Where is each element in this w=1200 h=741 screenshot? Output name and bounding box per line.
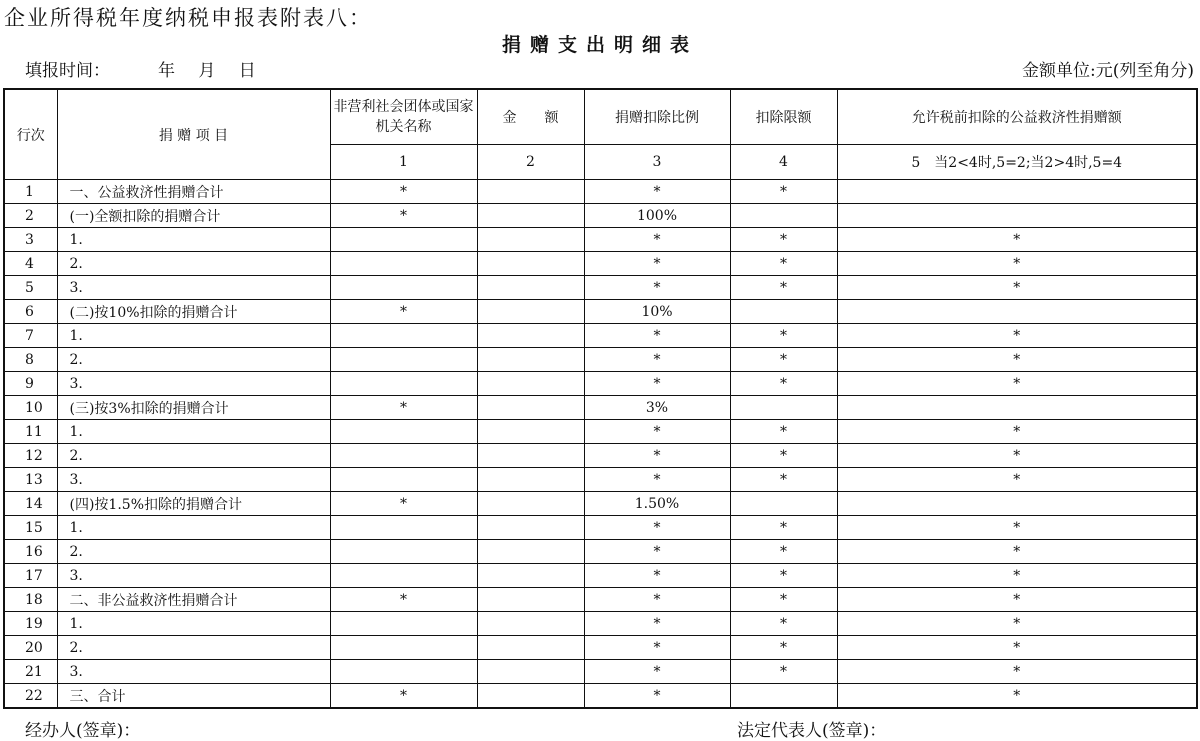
table-row [4,276,1197,300]
cell-deduction-limit [730,396,837,420]
header-deduction-limit: 扣除限额 [730,89,837,145]
cell-amount [477,348,584,372]
cell-amount [477,300,584,324]
cell-deduction-ratio: * [584,348,730,372]
header-amount: 金 额 [477,89,584,145]
cell-allowed-deduction: * [837,612,1197,636]
cell-item: 2. [57,636,330,660]
table-row [4,396,1197,420]
cell-org-name [330,468,477,492]
cell-deduction-ratio: 10% [584,300,730,324]
cell-org-name [330,252,477,276]
cell-allowed-deduction: * [837,252,1197,276]
cell-allowed-deduction: * [837,348,1197,372]
cell-org-name: * [330,492,477,516]
cell-deduction-ratio: * [584,276,730,300]
cell-amount [477,372,584,396]
cell-row-no: 4 [4,252,57,276]
cell-org-name [330,564,477,588]
col-number-4: 4 [730,145,837,180]
cell-deduction-limit: * [730,372,837,396]
cell-item: 3. [57,660,330,684]
cell-allowed-deduction [837,396,1197,420]
cell-org-name: * [330,684,477,709]
cell-amount [477,276,584,300]
cell-row-no: 14 [4,492,57,516]
header-item: 捐 赠 项 目 [57,89,330,180]
cell-deduction-limit: * [730,516,837,540]
cell-deduction-limit: * [730,180,837,204]
cell-org-name [330,276,477,300]
cell-deduction-ratio: * [584,612,730,636]
cell-deduction-limit [730,684,837,709]
cell-item: (一)全额扣除的捐赠合计 [57,204,330,228]
cell-org-name: * [330,204,477,228]
table-row [4,228,1197,252]
cell-item: 1. [57,420,330,444]
cell-row-no: 20 [4,636,57,660]
cell-amount [477,324,584,348]
cell-amount [477,516,584,540]
cell-row-no: 15 [4,516,57,540]
cell-row-no: 1 [4,180,57,204]
cell-allowed-deduction: * [837,324,1197,348]
cell-allowed-deduction: * [837,468,1197,492]
cell-org-name [330,636,477,660]
cell-row-no: 19 [4,612,57,636]
cell-amount [477,660,584,684]
table-row [4,540,1197,564]
cell-deduction-limit [730,300,837,324]
cell-allowed-deduction [837,492,1197,516]
cell-item: 1. [57,516,330,540]
cell-item: 1. [57,324,330,348]
cell-deduction-limit: * [730,564,837,588]
fill-time-date: 年 月 日 [158,61,256,81]
cell-deduction-limit: * [730,444,837,468]
cell-deduction-limit: * [730,420,837,444]
amount-unit-note: 金额单位:元(列至角分) [1022,61,1194,81]
cell-item: (四)按1.5%扣除的捐赠合计 [57,492,330,516]
cell-amount [477,444,584,468]
cell-row-no: 11 [4,420,57,444]
cell-row-no: 16 [4,540,57,564]
cell-amount [477,180,584,204]
cell-deduction-limit [730,204,837,228]
col-number-5: 5 当2<4时,5=2;当2>4时,5=4 [837,145,1197,180]
table-row [4,348,1197,372]
header-row-no: 行次 [4,89,57,180]
table-row [4,564,1197,588]
cell-org-name [330,660,477,684]
cell-deduction-ratio: 3% [584,396,730,420]
cell-deduction-limit: * [730,612,837,636]
cell-row-no: 10 [4,396,57,420]
cell-amount [477,204,584,228]
table-row [4,516,1197,540]
cell-allowed-deduction [837,300,1197,324]
cell-item: 一、公益救济性捐赠合计 [57,180,330,204]
cell-allowed-deduction: * [837,540,1197,564]
cell-deduction-ratio: * [584,324,730,348]
cell-allowed-deduction: * [837,684,1197,709]
cell-deduction-ratio: * [584,684,730,709]
fill-time-label: 填报时间： [25,61,110,81]
cell-allowed-deduction: * [837,636,1197,660]
col-number-3: 3 [584,145,730,180]
table-row [4,492,1197,516]
cell-org-name [330,612,477,636]
cell-allowed-deduction: * [837,276,1197,300]
document-title: 企业所得税年度纳税申报表附表八： [4,6,372,30]
cell-item: 2. [57,444,330,468]
handler-signature-label: 经办人(签章)： [25,721,141,741]
cell-allowed-deduction [837,180,1197,204]
table-row [4,252,1197,276]
cell-row-no: 3 [4,228,57,252]
cell-allowed-deduction: * [837,516,1197,540]
cell-org-name [330,372,477,396]
cell-deduction-limit: * [730,348,837,372]
donation-expense-table [3,88,1198,709]
cell-item: 1. [57,612,330,636]
table-row [4,444,1197,468]
cell-deduction-ratio: * [584,540,730,564]
cell-deduction-limit: * [730,468,837,492]
cell-org-name [330,444,477,468]
cell-org-name [330,348,477,372]
cell-deduction-ratio: 1.50% [584,492,730,516]
cell-row-no: 12 [4,444,57,468]
cell-item: 3. [57,468,330,492]
cell-deduction-ratio: * [584,228,730,252]
cell-item: (二)按10%扣除的捐赠合计 [57,300,330,324]
cell-amount [477,564,584,588]
cell-allowed-deduction: * [837,372,1197,396]
cell-deduction-ratio: * [584,252,730,276]
header-org-name: 非营利社会团体或国家机关名称 [330,89,477,145]
cell-deduction-ratio: * [584,660,730,684]
cell-row-no: 17 [4,564,57,588]
cell-amount [477,540,584,564]
cell-org-name [330,540,477,564]
cell-amount [477,588,584,612]
cell-row-no: 6 [4,300,57,324]
cell-item: 三、合计 [57,684,330,709]
table-row [4,372,1197,396]
cell-deduction-ratio: * [584,468,730,492]
cell-item: 3. [57,372,330,396]
header-row [4,89,1197,145]
cell-row-no: 13 [4,468,57,492]
cell-deduction-limit: * [730,228,837,252]
cell-row-no: 7 [4,324,57,348]
cell-item: 3. [57,276,330,300]
col-number-1: 1 [330,145,477,180]
header-deduction-ratio: 捐赠扣除比例 [584,89,730,145]
cell-item: 3. [57,564,330,588]
cell-org-name [330,420,477,444]
cell-deduction-ratio: * [584,420,730,444]
cell-deduction-limit: * [730,660,837,684]
cell-org-name: * [330,300,477,324]
cell-amount [477,228,584,252]
table-row [4,660,1197,684]
cell-org-name [330,324,477,348]
table-body [4,180,1197,709]
table-row [4,684,1197,709]
table-row [4,612,1197,636]
cell-deduction-limit: * [730,588,837,612]
cell-allowed-deduction: * [837,444,1197,468]
table-row [4,180,1197,204]
table-row [4,204,1197,228]
cell-item: (三)按3%扣除的捐赠合计 [57,396,330,420]
cell-amount [477,612,584,636]
cell-org-name: * [330,396,477,420]
cell-org-name [330,228,477,252]
cell-deduction-ratio: * [584,636,730,660]
cell-item: 2. [57,348,330,372]
table-row [4,636,1197,660]
table-row [4,588,1197,612]
cell-deduction-ratio: * [584,516,730,540]
cell-deduction-ratio: * [584,444,730,468]
cell-allowed-deduction: * [837,564,1197,588]
cell-amount [477,252,584,276]
table-row [4,300,1197,324]
cell-deduction-limit: * [730,636,837,660]
cell-deduction-ratio: * [584,564,730,588]
cell-allowed-deduction: * [837,228,1197,252]
cell-row-no: 2 [4,204,57,228]
form-title: 捐赠支出明细表 [501,34,698,56]
cell-deduction-limit: * [730,252,837,276]
fill-info-row [0,56,1200,82]
cell-row-no: 22 [4,684,57,709]
table-row [4,324,1197,348]
cell-amount [477,636,584,660]
cell-amount [477,492,584,516]
cell-deduction-ratio: * [584,180,730,204]
cell-deduction-limit: * [730,276,837,300]
cell-amount [477,684,584,709]
cell-deduction-ratio: 100% [584,204,730,228]
cell-amount [477,468,584,492]
col-number-2: 2 [477,145,584,180]
cell-allowed-deduction: * [837,588,1197,612]
header-allowed-deduction: 允许税前扣除的公益救济性捐赠额 [837,89,1197,145]
cell-deduction-limit: * [730,324,837,348]
cell-item: 1. [57,228,330,252]
cell-row-no: 18 [4,588,57,612]
cell-row-no: 21 [4,660,57,684]
cell-org-name: * [330,180,477,204]
legal-rep-signature-label: 法定代表人(签章)： [737,721,887,741]
cell-row-no: 9 [4,372,57,396]
cell-org-name [330,516,477,540]
cell-deduction-ratio: * [584,588,730,612]
cell-allowed-deduction: * [837,420,1197,444]
cell-row-no: 8 [4,348,57,372]
cell-org-name: * [330,588,477,612]
table-row [4,420,1197,444]
cell-deduction-limit: * [730,540,837,564]
cell-allowed-deduction: * [837,660,1197,684]
table-row [4,468,1197,492]
cell-item: 2. [57,540,330,564]
cell-amount [477,396,584,420]
cell-item: 二、非公益救济性捐赠合计 [57,588,330,612]
cell-amount [477,420,584,444]
cell-item: 2. [57,252,330,276]
cell-deduction-ratio: * [584,372,730,396]
cell-allowed-deduction [837,204,1197,228]
cell-row-no: 5 [4,276,57,300]
cell-deduction-limit [730,492,837,516]
